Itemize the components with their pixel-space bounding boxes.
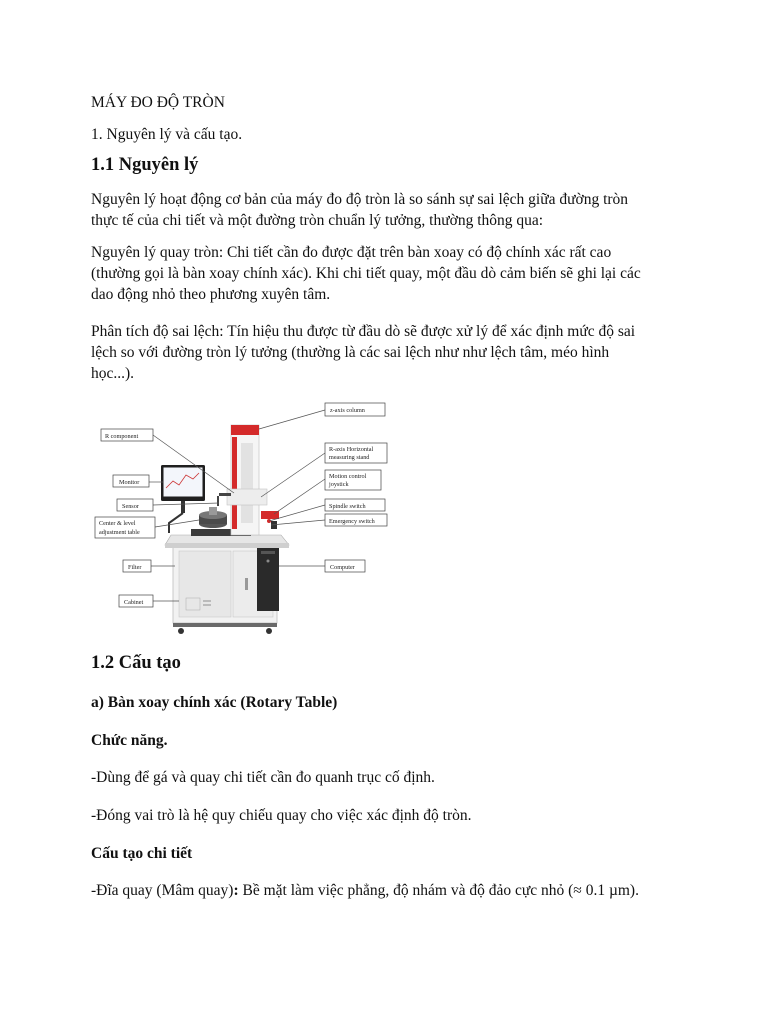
- label-motion-line2: joystick: [329, 481, 349, 488]
- paragraph-line: dao động nhỏ theo phương xuyên tâm.: [91, 286, 331, 303]
- label-monitor: Monitor: [119, 479, 140, 486]
- label-r-component: R component: [105, 433, 139, 440]
- machine-figure: [91, 393, 391, 636]
- table-top-graphic: [165, 529, 289, 548]
- computer-graphic: [257, 545, 279, 611]
- paragraph-line: Nguyên lý quay tròn: Chi tiết cần đo được đặt trên bàn xoay có độ chính xác rất cao: [91, 244, 612, 261]
- label-r-axis-line1: R-axis Horizontal: [329, 446, 374, 453]
- detail-item-1-colon: :: [233, 882, 239, 899]
- label-detail-structure: Cấu tạo chi tiết: [91, 845, 193, 862]
- paragraph-line: Phân tích độ sai lệch: Tín hiệu thu được từ đầu dò sẽ được xử lý để xác định mức độ sai: [91, 323, 636, 340]
- label-emergency: Emergency switch: [329, 518, 375, 525]
- label-cabinet: Cabinet: [124, 599, 144, 606]
- function-item-1: -Dùng để gá và quay chi tiết cần đo quanh trục cố định.: [91, 769, 435, 786]
- heading-1-2: 1.2 Cấu tạo: [91, 653, 181, 673]
- paragraph-line: thực tế của chi tiết và một đường tròn chuẩn lý tưởng, thường thông qua:: [91, 212, 544, 229]
- document-title: MÁY ĐO ĐỘ TRÒN: [91, 94, 225, 111]
- paragraph-line: (thường gọi là bàn xoay chính xác). Khi chi tiết quay, một đầu dò cảm biến sẽ ghi lại các: [91, 265, 641, 282]
- label-spindle: Spindle switch: [329, 503, 366, 510]
- label-center-line2: adjustment table: [99, 529, 140, 536]
- heading-1-1: 1.1 Nguyên lý: [91, 155, 199, 175]
- section-heading-1: 1. Nguyên lý và cấu tạo.: [91, 126, 243, 143]
- rotary-table-graphic: [199, 507, 227, 528]
- detail-item-1: [91, 880, 639, 902]
- paragraph-line: lệch so với đường tròn lý tưởng (thường là các sai lệch như như lệch tâm, méo hình: [91, 344, 610, 361]
- label-r-axis-line2: measuring stand: [329, 454, 370, 461]
- label-function: Chức năng.: [91, 732, 168, 749]
- label-sensor: Sensor: [122, 503, 139, 510]
- detail-item-1-prefix: -Đĩa quay (Mâm quay): [91, 882, 234, 899]
- subheading-rotary-table: a) Bàn xoay chính xác (Rotary Table): [91, 694, 338, 711]
- label-computer: Computer: [330, 564, 355, 571]
- label-filter: Filter: [128, 564, 142, 571]
- label-z-axis: z-axis column: [330, 407, 365, 414]
- detail-item-1-text: Bề mặt làm việc phẳng, độ nhám và độ đảo cực nhỏ (≈ 0.1 µm).: [238, 882, 639, 899]
- function-item-2: -Đóng vai trò là hệ quy chiếu quay cho việc xác định độ tròn.: [91, 807, 472, 824]
- label-motion-line1: Motion control: [329, 473, 367, 480]
- paragraph-line: Nguyên lý hoạt động cơ bản của máy đo độ tròn là so sánh sự sai lệch giữa đường tròn: [91, 191, 629, 208]
- paragraph-line: học...).: [91, 365, 135, 382]
- machine-illustration: [91, 393, 391, 636]
- label-center-line1: Center & level: [99, 520, 136, 527]
